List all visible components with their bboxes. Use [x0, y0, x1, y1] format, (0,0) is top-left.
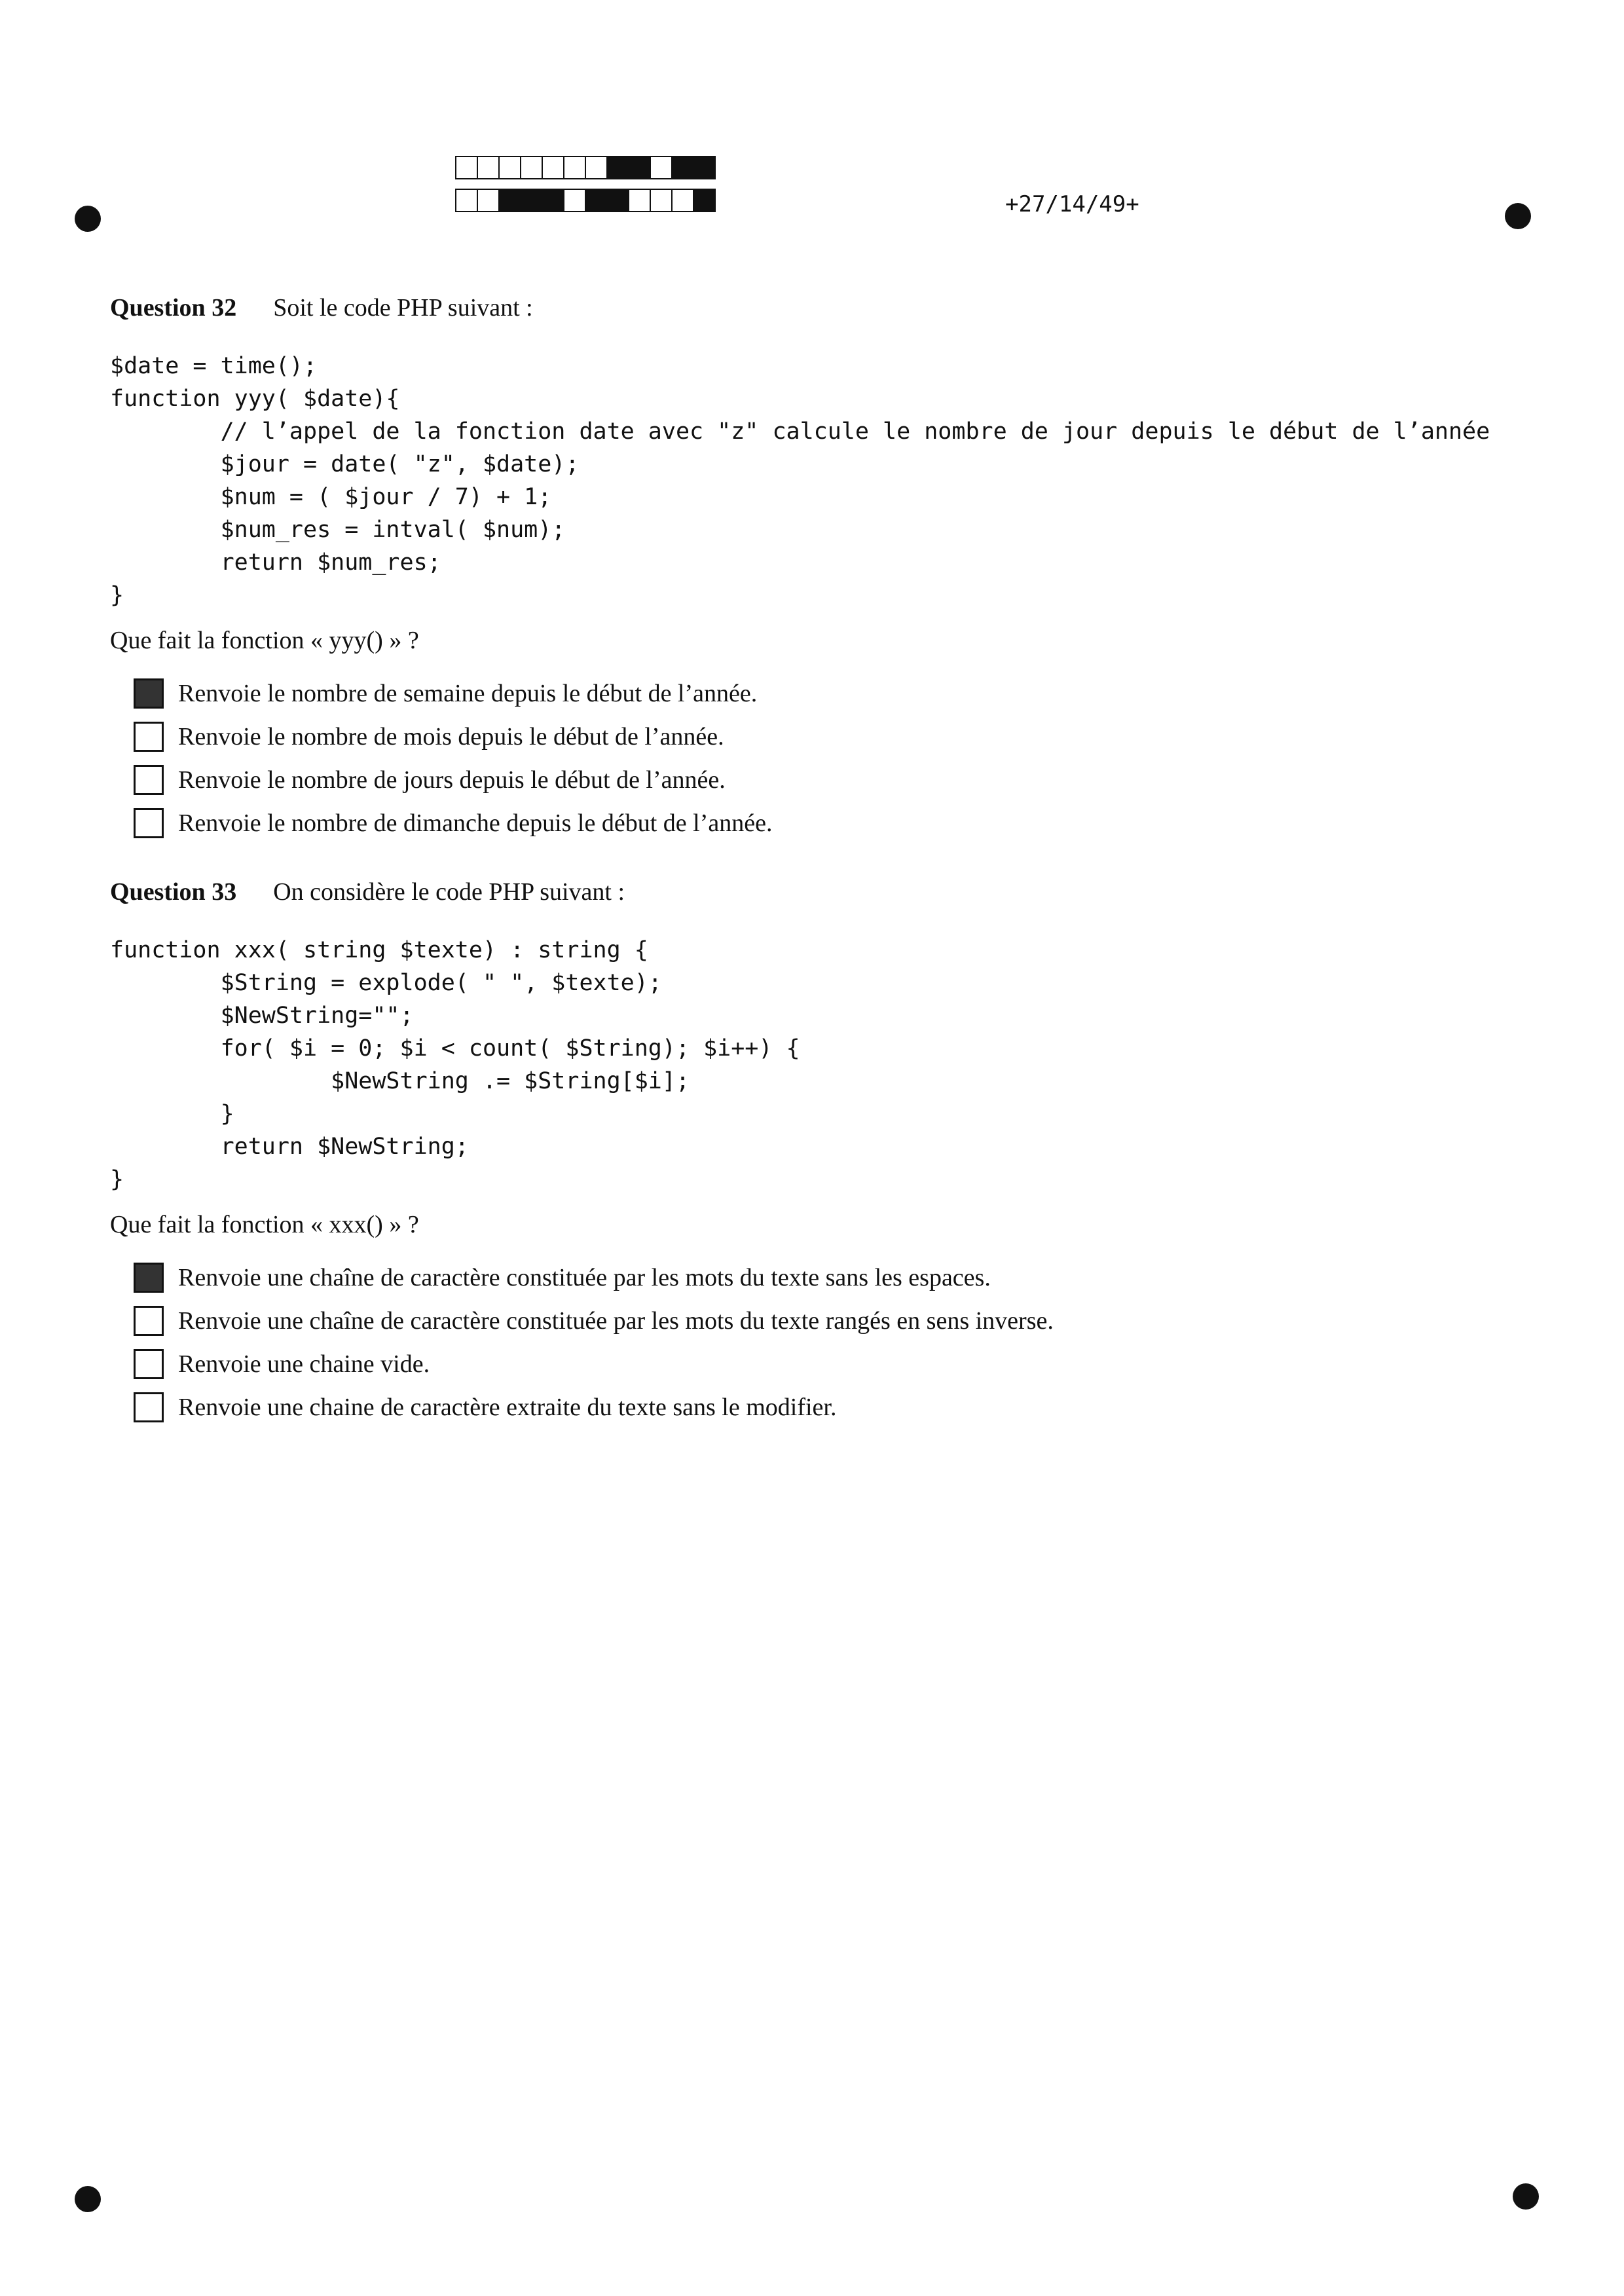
code-block: function xxx( string $texte) : string { $String = explode( " ", $texte); $NewString=""; for( $i = 0; $i < count( $String); $i++) { $NewString .= $String[$i]; } return $NewString; } — [110, 937, 800, 1193]
question-intro: Soit le code PHP suivant : — [273, 294, 533, 322]
answer-option[interactable] — [110, 1386, 1054, 1429]
answer-options — [110, 1256, 1054, 1429]
question-number: Question 32 — [110, 294, 237, 322]
barcode-cell — [671, 156, 694, 179]
barcode-cell — [585, 189, 608, 212]
answer-option[interactable] — [110, 1342, 1054, 1386]
question-prompt: Que fait la fonction « xxx() » ? — [110, 1211, 419, 1238]
answer-option[interactable] — [110, 758, 1490, 802]
answer-label: Renvoie le nombre de mois depuis le début de l’année. — [178, 723, 724, 750]
checkbox[interactable] — [134, 722, 164, 752]
barcode-row-1 — [455, 156, 714, 179]
barcode-cell — [585, 156, 608, 179]
answer-option[interactable] — [110, 802, 1490, 845]
answer-label: Renvoie le nombre de dimanche depuis le début de l’année. — [178, 809, 773, 837]
corner-mark-bottom-right — [1513, 2183, 1539, 2210]
barcode-cell — [606, 156, 629, 179]
answer-label: Renvoie le nombre de jours depuis le début de l’année. — [178, 766, 726, 794]
barcode-cell — [650, 156, 673, 179]
barcode-cell — [606, 189, 629, 212]
barcode-cell — [498, 189, 521, 212]
barcode-cell — [542, 156, 564, 179]
checkbox[interactable] — [134, 808, 164, 838]
answer-label: Renvoie une chaine de caractère extraite du texte sans le modifier. — [178, 1394, 837, 1421]
question-intro: On considère le code PHP suivant : — [273, 878, 625, 906]
checkbox[interactable] — [134, 1349, 164, 1379]
barcode-cell — [563, 156, 586, 179]
barcode-cell — [455, 189, 478, 212]
barcode-cell — [650, 189, 673, 212]
question-32 — [110, 293, 1490, 845]
barcode-cell — [477, 156, 500, 179]
answer-option[interactable] — [110, 1256, 1054, 1299]
barcode-cell — [628, 189, 651, 212]
question-number: Question 33 — [110, 878, 237, 906]
code-block: $date = time(); function yyy( $date){ // l’appel de la fonction date avec "z" calcule le nombre de jour depuis le début de l’année $jour = date( "z", $date); $num = ( $jour / 7) + 1; $num_res = intval( $num); return $num_res; } — [110, 353, 1490, 608]
barcode-cell — [671, 189, 694, 212]
question-33 — [110, 878, 1054, 1429]
barcode-cell — [628, 156, 651, 179]
corner-mark-bottom-left — [75, 2186, 101, 2212]
answer-options — [110, 672, 1490, 845]
answer-label: Renvoie une chaîne de caractère constituée par les mots du texte rangés en sens inverse. — [178, 1307, 1054, 1335]
checkbox[interactable] — [134, 765, 164, 795]
barcode-cell — [693, 156, 716, 179]
corner-mark-top-right — [1505, 203, 1531, 229]
barcode-row-2 — [455, 189, 714, 212]
checkbox[interactable] — [134, 1306, 164, 1336]
checkbox[interactable] — [134, 1392, 164, 1422]
answer-label: Renvoie une chaine vide. — [178, 1350, 430, 1378]
answer-label: Renvoie le nombre de semaine depuis le début de l’année. — [178, 680, 758, 707]
barcode-cell — [520, 189, 543, 212]
checkbox[interactable] — [134, 1263, 164, 1293]
question-header — [110, 878, 1054, 906]
barcode-cell — [477, 189, 500, 212]
barcode-cell — [520, 156, 543, 179]
barcode-cell — [542, 189, 564, 212]
checkbox[interactable] — [134, 678, 164, 709]
answer-option[interactable] — [110, 715, 1490, 758]
barcode-cell — [498, 156, 521, 179]
corner-mark-top-left — [75, 206, 101, 232]
barcode-cell — [563, 189, 586, 212]
question-header — [110, 293, 1490, 322]
answer-option[interactable] — [110, 1299, 1054, 1342]
answer-option[interactable] — [110, 672, 1490, 715]
answer-label: Renvoie une chaîne de caractère constituée par les mots du texte sans les espaces. — [178, 1264, 991, 1291]
barcode-cell — [455, 156, 478, 179]
barcode-cell — [693, 189, 716, 212]
question-prompt: Que fait la fonction « yyy() » ? — [110, 627, 419, 654]
page-id: +27/14/49+ — [1005, 191, 1139, 217]
